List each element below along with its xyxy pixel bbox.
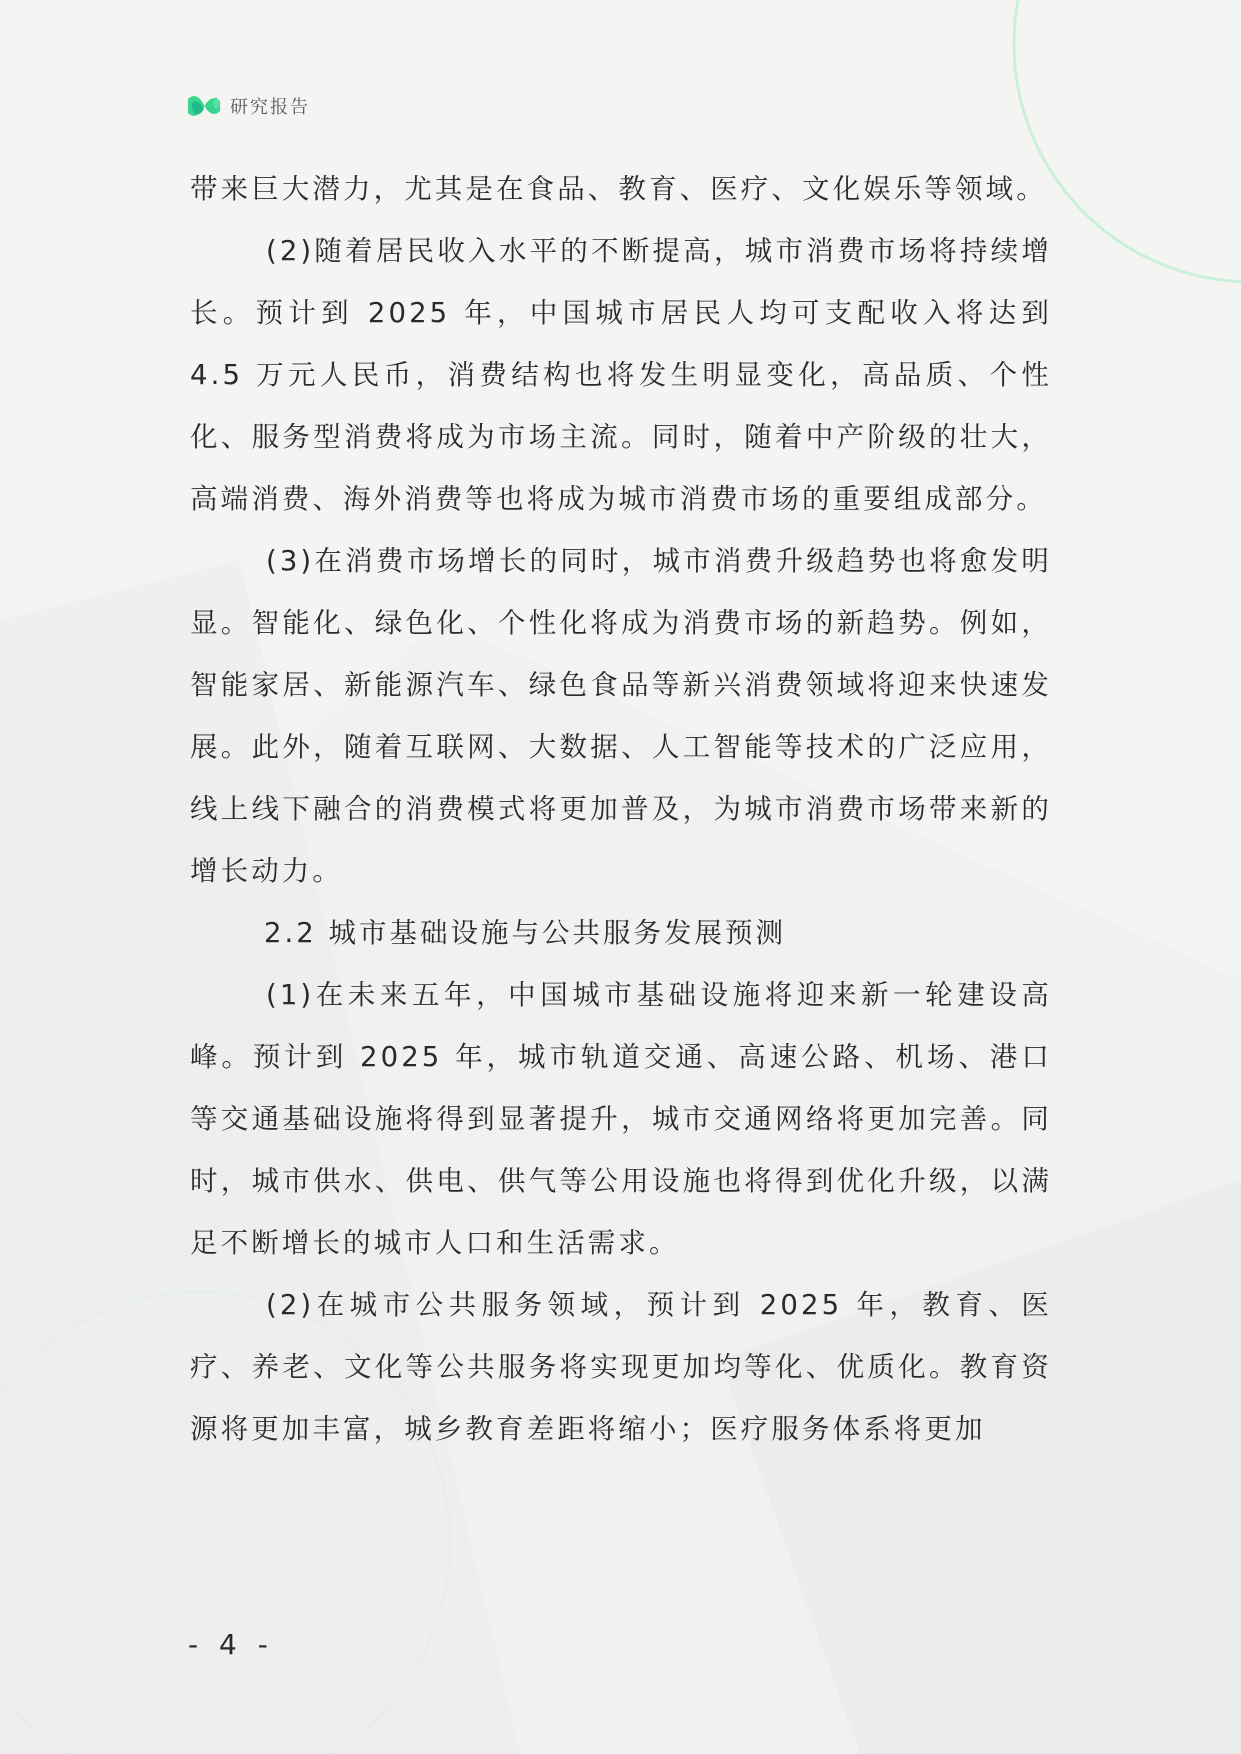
report-header: [186, 88, 310, 124]
document-body: [190, 158, 1052, 1460]
header-title: 研究报告: [230, 97, 310, 118]
brand-logo-icon: [186, 91, 222, 121]
paragraph-item-2: (2)随着居民收入水平的不断提高，城市消费市场将持续增长。预计到 2025 年，中国城市居民人均可支配收入将达到 4.5 万元人民币，消费结构也将发生明显变化，高品质、个性化、服务型消费将成为市场主流。同时，随着中产阶级的壮大，高端消费、海外消费等也将成为城市消费市场的重要组成部分。: [190, 235, 1052, 515]
section-paragraph-2: (2)在城市公共服务领域，预计到 2025 年，教育、医疗、养老、文化等公共服务将实现更加均等化、优质化。教育资源将更加丰富，城乡教育差距将缩小；医疗服务体系将更加: [190, 1289, 1052, 1445]
page-number: - 4 -: [188, 1628, 274, 1661]
section-paragraph-1: (1)在未来五年，中国城市基础设施将迎来新一轮建设高峰。预计到 2025 年，城市轨道交通、高速公路、机场、港口等交通基础设施将得到显著提升，城市交通网络将更加完善。同时，城市供水、供电、供气等公用设施也将得到优化升级，以满足不断增长的城市人口和生活需求。: [190, 979, 1052, 1259]
section-heading: 2.2 城市基础设施与公共服务发展预测: [264, 917, 786, 949]
paragraph-continuation: 带来巨大潜力，尤其是在食品、教育、医疗、文化娱乐等领域。: [190, 173, 1047, 205]
paragraph-item-3: (3)在消费市场增长的同时，城市消费升级趋势也将愈发明显。智能化、绿色化、个性化将成为消费市场的新趋势。例如，智能家居、新能源汽车、绿色食品等新兴消费领域将迎来快速发展。此外，随着互联网、大数据、人工智能等技术的广泛应用，线上线下融合的消费模式将更加普及，为城市消费市场带来新的增长动力。: [190, 545, 1052, 887]
